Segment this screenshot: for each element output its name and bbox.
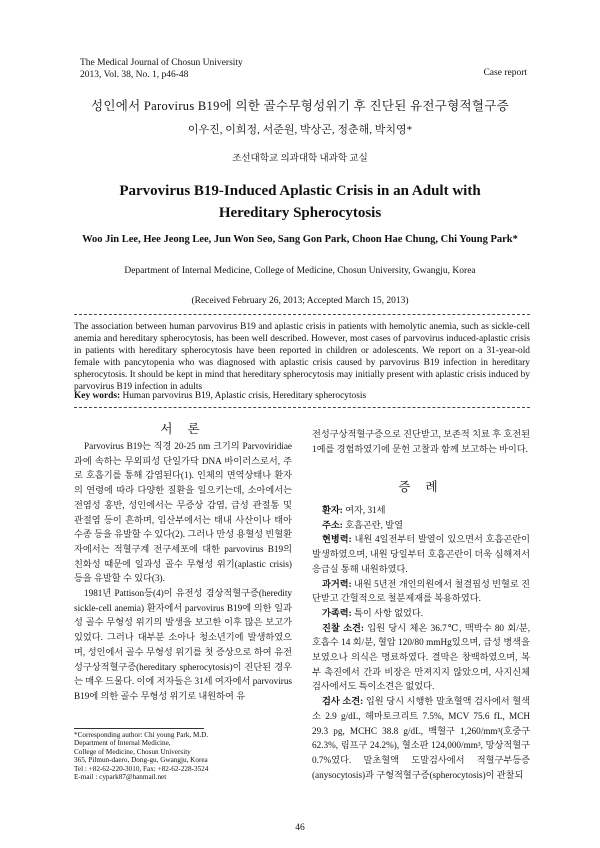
footnote-line: 365, Pilmun-daero, Dong-gu, Gwangju, Korea — [74, 756, 208, 765]
case-fh-text: 특이 사항 없었다. — [353, 607, 424, 618]
case-lab-label: 검사 소견: — [322, 696, 364, 707]
case-patient-text: 여자, 31세 — [345, 505, 386, 515]
english-title-line2: Hereditary Spherocytosis — [218, 205, 382, 221]
keywords — [74, 390, 530, 402]
corresponding-author-footnote — [74, 731, 294, 781]
intro-continuation: 전성구상적혈구증으로 진단받고, 보존적 치료 후 호전된 1예를 경험하였기에 문헌 고찰과 함께 보고하는 바이다. — [312, 429, 530, 454]
case-patient — [312, 503, 530, 518]
case-lab-findings — [312, 694, 530, 782]
case-patient-label: 환자: — [322, 505, 343, 515]
intro-heading: 서 론 — [160, 422, 206, 436]
case-heading: 증 례 — [398, 480, 444, 494]
english-title-line1: Parvovirus B19-Induced Aplastic Crisis in an Adult with — [119, 183, 481, 199]
footnote-divider — [74, 728, 204, 729]
case-hpi-text: 내원 4일전부터 발열이 있으면서 호흡곤란이 발생하였으며, 내원 당일부터 호흡곤란이 더욱 심해져서 응급실 통해 내원하였다. — [312, 534, 530, 574]
journal-info — [80, 57, 243, 81]
english-affiliation: Department of Internal Medicine, College of Medicine, Chosun University, Gwangju, Korea — [124, 266, 476, 276]
footnote-line: College of Medicine, Chosun University — [74, 747, 191, 756]
intro-paragraph-2: 1981년 Pattison등(4)이 유전성 겸상적혈구증(heredity sickle-cell anemia) 환자에서 parvovirus B19에 의한 일과성 골수 무형성 위기의 발생을 보고한 이후 많은 보고가 있었다. 그러나 대부분 소아나 청소년기에 발생하였으며, 성인에서 골수 무형성 위기를 첫 증상으로 하여 유전성구상적혈구증(hereditary spherocytosis)이 진단된 경우는 매우 드물다. 이에 저자들은 31세 여자에서 parvovirus B19에 의한 골수 무형성 위기로 내원하여 유 — [74, 588, 292, 701]
abstract-bottom-divider — [74, 407, 530, 408]
case-pmh-label: 과거력: — [322, 578, 352, 589]
case-hpi-label: 현병력: — [322, 534, 352, 545]
footnote-line: Department of Internal Medicine, — [74, 739, 171, 748]
case-chief-label: 주소: — [322, 519, 343, 530]
case-pmh-text: 내원 5년전 개인의원에서 철결핍성 빈혈로 진단받고 간헐적으로 철분제재를 복용하였다. — [312, 578, 530, 604]
case-chief-text: 호흡곤란, 발열 — [345, 519, 403, 530]
case-past-history — [312, 577, 530, 606]
article-type: Case report — [483, 68, 527, 78]
abstract: The association between human parvovirus B19 and aplastic crisis in patients with hemolytic anemia, such as sickle-cell anemia and hereditary spherocytosis, has been well described. However, most cases of parvovirus induced-aplastic crisis in patients with hereditary spherocytosis have been reported in children or adolescents. We report on a 31-year-old female with pancytopenia who was diagnosed with aplastic crisis caused by parvovirus B19 infection in hereditary spherocytosis. It should be kept in mind that hereditary spherocytosis may initially present with aplastic crisis induced by parvovirus B19 infection in adults — [74, 322, 530, 393]
case-present-illness — [312, 532, 530, 576]
received-dates: (Received February 26, 2013; Accepted March 15, 2013) — [191, 296, 409, 306]
footnote-email: E-mail : cypark87@hanmail.net — [74, 773, 167, 782]
case-family-history — [312, 606, 530, 621]
abstract-top-divider — [74, 314, 530, 315]
korean-title: 성인에서 Parovirus B19에 의한 골수무형성위기 후 진단된 유전구형적혈구증 — [90, 99, 510, 113]
keywords-text: Human parvovirus B19, Aplastic crisis, Hereditary spherocytosis — [122, 391, 367, 401]
intro-paragraph-1: Parvovirus B19는 직경 20-25 nm 크기의 Parvoviridiae과에 속하는 무외피성 단일가닥 DNA 바이러스로서, 주로 호흡기를 통해 감염된다(1). 인체의 면역상태나 환자의 연령에 따라 다양한 질환을 일으키는데, 소아에서는 전염성 홍반, 성인에서는 무증상 감염, 급성 관절통 및 관절염 등이 흔하며, 임산부에서는 태내 사산이나 태아수종 등을 유발할 수 있다(2). 그러나 만성 용혈성 빈혈환자에서는 적혈구계 전구세포에 대한 parvovirus B19의 친화성 때문에 일과성 골수 무형성 위기(aplastic crisis) 등을 유발할 수 있다(3). — [74, 441, 292, 584]
keywords-label: Key words: — [74, 391, 121, 401]
case-fh-label: 가족력: — [322, 607, 352, 618]
english-title — [0, 180, 600, 224]
korean-authors: 이우진, 이희정, 서준원, 박상곤, 정춘해, 박치영* — [187, 124, 413, 136]
page-number: 46 — [295, 823, 305, 833]
footnote-line: Tel : +82-62-220-3010, Fax: +82-62-228-3524 — [74, 764, 209, 773]
case-exam-text: 입원 당시 체온 36.7℃, 맥박수 80 회/분, 호흡수 14 회/분, 혈압 120/80 mmHg있으며, 급성 병색을 보였으나 의식은 명료하였다. 결막은 창백하였으며, 복부 촉진에서 간과 비장은 만져지지 않았으며, 사지신체검사에서도 특이소견은 없었다. — [312, 622, 530, 692]
case-lab-text: 입원 당시 시행한 말초혈액 검사에서 혈색소 2.9 g/dL, 헤마토크리트 7.5%, MCV 75.6 fL, MCH 29.3 pg, MCHC 38.8 g/dL, 백혈구 1,260/mm³(호중구 62.3%, 림프구 24.2%), 혈소판 124,000/mm³, 망상적혈구 0.7%였다. 말초혈액 도말검사에서 적혈구부등증(anysocytosis)과 구형적혈구증(spherocytosis)이 관찰되 — [312, 696, 530, 780]
journal-name: The Medical Journal of Chosun University — [80, 58, 243, 68]
english-authors: Woo Jin Lee, Hee Jeong Lee, Jun Won Seo, Sang Gon Park, Choon Hae Chung, Chi Young Park* — [82, 234, 518, 245]
case-physical-exam — [312, 621, 530, 695]
korean-affiliation: 조선대학교 의과대학 내과학 교실 — [232, 154, 368, 164]
intro-body — [74, 439, 292, 704]
case-body — [312, 503, 530, 782]
journal-volume: 2013, Vol. 38, No. 1, p46-48 — [80, 70, 189, 80]
case-chief-complaint — [312, 518, 530, 533]
footnote-line: *Corresponding author: Chi young Park, M.D. — [74, 731, 209, 739]
case-exam-label: 진찰 소견: — [322, 622, 364, 633]
